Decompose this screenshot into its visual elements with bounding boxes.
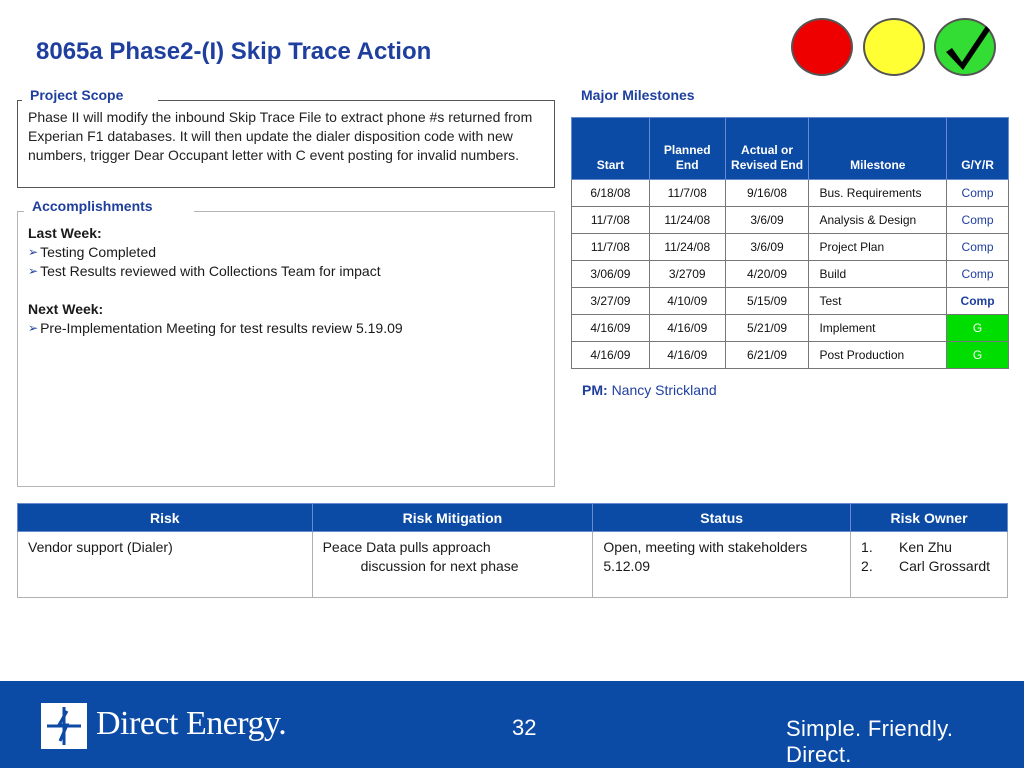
date-cell: 11/24/08 <box>649 234 725 261</box>
arrow-bullet-icon: ➢ <box>28 264 39 278</box>
list-item: ➢ Test Results reviewed with Collections Team for impact <box>28 263 381 279</box>
column-header: Risk <box>18 504 313 532</box>
list-item: 2. Carl Grossardt <box>861 558 991 574</box>
table-row <box>572 180 1009 207</box>
status-badge: Comp <box>947 261 1009 288</box>
status-badge: Comp <box>947 288 1009 315</box>
date-cell: 4/16/09 <box>649 315 725 342</box>
date-cell: 11/24/08 <box>649 207 725 234</box>
accomplishments-box <box>17 211 555 487</box>
date-cell: 11/7/08 <box>572 234 650 261</box>
page-number: 32 <box>512 715 537 740</box>
date-cell: 5/21/09 <box>725 315 809 342</box>
milestones-table <box>571 117 1009 369</box>
milestone-cell: Project Plan <box>809 234 947 261</box>
date-cell: 6/18/08 <box>572 180 650 207</box>
table-row <box>572 342 1009 369</box>
yellow-status-light <box>863 18 925 76</box>
date-cell: 3/27/09 <box>572 288 650 315</box>
project-scope-text: Phase II will modify the inbound Skip Trace File to extract phone #s returned from Experian F1 databases. It will then update the dialer disposition code with new numbers, trigger Dear Occupant letter with C event posting for invalid numbers. <box>28 109 533 163</box>
date-cell: 11/7/08 <box>649 180 725 207</box>
pm-name: Nancy Strickland <box>611 382 717 398</box>
date-cell: 3/06/09 <box>572 261 650 288</box>
column-header: Start <box>572 118 650 180</box>
status-badge: G <box>947 342 1009 369</box>
last-week-heading: Last Week: <box>28 225 102 241</box>
milestone-cell: Bus. Requirements <box>809 180 947 207</box>
column-header: Planned End <box>649 118 725 180</box>
list-item: 1. Ken Zhu <box>861 539 952 555</box>
date-cell: 9/16/08 <box>725 180 809 207</box>
project-scope-box <box>17 100 555 188</box>
date-cell: 4/10/09 <box>649 288 725 315</box>
milestone-cell: Implement <box>809 315 947 342</box>
status-badge: Comp <box>947 234 1009 261</box>
date-cell: 4/16/09 <box>572 315 650 342</box>
table-row <box>572 288 1009 315</box>
accomplishments-label: Accomplishments <box>28 198 157 214</box>
next-week-heading: Next Week: <box>28 301 104 317</box>
date-cell: 3/6/09 <box>725 207 809 234</box>
direct-energy-logo-icon <box>41 703 87 749</box>
column-header: Actual or Revised End <box>725 118 809 180</box>
owner-cell <box>851 532 1008 598</box>
page-title: 8065a Phase2-(I) Skip Trace Action <box>36 38 432 65</box>
status-badge: Comp <box>947 180 1009 207</box>
date-cell: 5/15/09 <box>725 288 809 315</box>
date-cell: 11/7/08 <box>572 207 650 234</box>
date-cell: 6/21/09 <box>725 342 809 369</box>
milestone-cell: Test <box>809 288 947 315</box>
table-row <box>572 261 1009 288</box>
mitigation-cell: Peace Data pulls approach discussion for next phase <box>312 532 593 598</box>
footer-bar <box>0 681 1024 768</box>
date-cell: 4/20/09 <box>725 261 809 288</box>
status-cell: Open, meeting with stakeholders 5.12.09 <box>593 532 851 598</box>
list-item: ➢ Testing Completed <box>28 244 157 260</box>
column-header: G/Y/R <box>947 118 1009 180</box>
table-row <box>572 207 1009 234</box>
date-cell: 3/2709 <box>649 261 725 288</box>
date-cell: 4/16/09 <box>572 342 650 369</box>
risk-cell: Vendor support (Dialer) <box>18 532 313 598</box>
milestone-cell: Post Production <box>809 342 947 369</box>
project-manager <box>582 382 717 398</box>
risk-table <box>17 503 1008 598</box>
table-row <box>572 315 1009 342</box>
brand-name: Direct Energy. <box>96 705 287 742</box>
project-scope-label: Project Scope <box>26 87 127 103</box>
arrow-bullet-icon: ➢ <box>28 321 39 335</box>
column-header: Risk Mitigation <box>312 504 593 532</box>
milestone-cell: Build <box>809 261 947 288</box>
column-header: Milestone <box>809 118 947 180</box>
tagline: Simple. Friendly. Direct. <box>786 716 954 767</box>
status-badge: G <box>947 315 1009 342</box>
green-status-light <box>934 18 996 76</box>
red-status-light <box>791 18 853 76</box>
pm-label: PM: <box>582 382 608 398</box>
column-header: Risk Owner <box>851 504 1008 532</box>
arrow-bullet-icon: ➢ <box>28 245 39 259</box>
date-cell: 3/6/09 <box>725 234 809 261</box>
major-milestones-label: Major Milestones <box>577 87 699 103</box>
list-item: ➢ Pre-Implementation Meeting for test results review 5.19.09 <box>28 320 403 336</box>
column-header: Status <box>593 504 851 532</box>
table-row <box>572 234 1009 261</box>
table-row <box>18 532 1008 598</box>
date-cell: 4/16/09 <box>649 342 725 369</box>
milestone-cell: Analysis & Design <box>809 207 947 234</box>
checkmark-icon <box>942 22 992 74</box>
status-badge: Comp <box>947 207 1009 234</box>
